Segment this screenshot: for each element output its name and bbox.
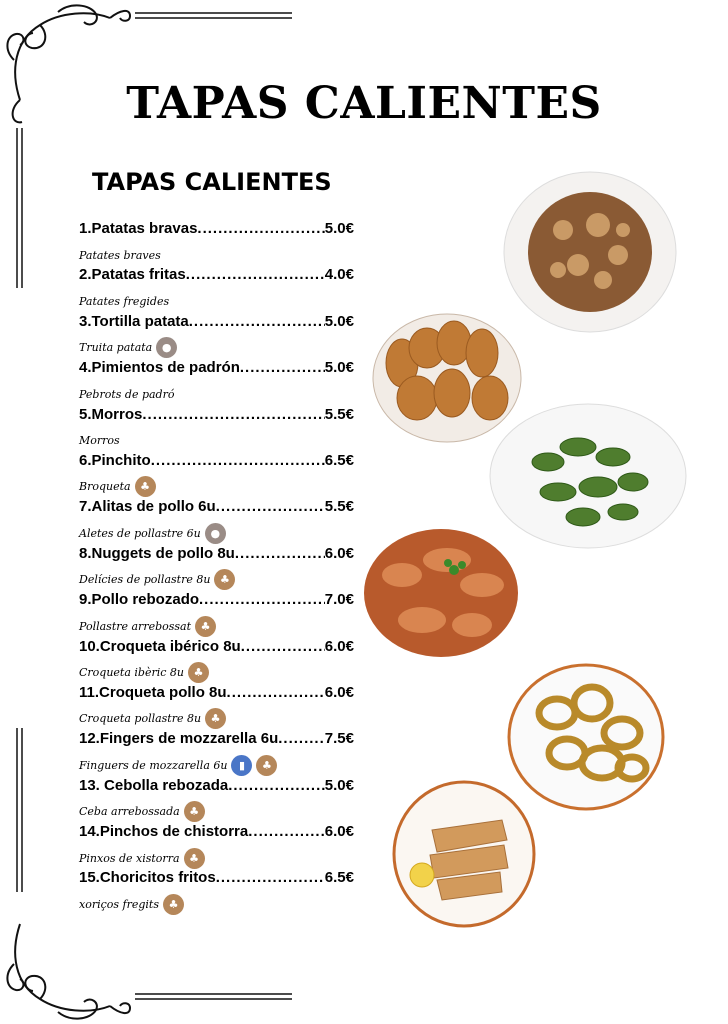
dot-leader — [189, 313, 325, 330]
dot-leader — [278, 730, 325, 747]
menu-item — [79, 869, 354, 915]
dish-name: 12.Fingers de mozzarella 6u — [79, 730, 279, 748]
dish-price: 5.5€ — [324, 498, 354, 516]
menu-item — [79, 684, 354, 730]
dish-price: 5.0€ — [324, 776, 354, 794]
dish-name: 13. Cebolla rebozada — [79, 776, 229, 794]
gluten-icon: ♣ — [195, 616, 216, 637]
dish-subtitle-row — [79, 754, 354, 776]
dish-subtitle: Broqueta — [79, 480, 131, 494]
dish-price: 4.0€ — [324, 266, 354, 284]
dot-leader — [197, 220, 324, 237]
dish-subtitle-row — [79, 847, 354, 869]
menu-item — [79, 730, 354, 776]
dish-price: 5.0€ — [324, 220, 354, 237]
menu-item-row — [79, 313, 354, 337]
dish-name: 11.Croqueta pollo 8u — [79, 683, 227, 701]
menu-item-row — [79, 591, 354, 615]
gluten-icon: ♣ — [256, 755, 277, 776]
dish-price: 6.0€ — [324, 683, 354, 701]
page-title: TAPAS CALIENTES — [126, 78, 602, 129]
menu-item — [79, 823, 354, 869]
dot-leader — [228, 777, 325, 794]
dish-name: 2.Patatas fritas — [79, 266, 186, 284]
egg-icon: ● — [205, 523, 226, 544]
dish-name: 15.Choricitos fritos — [79, 869, 216, 887]
section-title: TAPAS CALIENTES — [92, 168, 332, 196]
menu-item-row — [79, 452, 354, 476]
dish-subtitle-row — [79, 476, 354, 498]
menu-item — [79, 452, 354, 498]
milk-icon: ▮ — [231, 755, 252, 776]
dish-subtitle: Pollastre arrebossat — [79, 619, 192, 633]
dish-subtitle: Morros — [79, 434, 120, 448]
dish-subtitle-row — [79, 290, 354, 312]
menu-item-row — [79, 869, 354, 893]
dish-price: 6.5€ — [324, 869, 354, 887]
dot-leader — [199, 591, 325, 608]
menu-item — [79, 591, 354, 637]
dish-subtitle: xoriços fregits — [79, 897, 159, 911]
dot-leader — [186, 266, 325, 283]
dish-subtitle-row — [79, 337, 354, 359]
menu-item-row — [79, 220, 354, 244]
dish-name: 8.Nuggets de pollo 8u — [79, 544, 235, 562]
dish-subtitle-row — [79, 430, 354, 452]
dish-name: 4.Pimientos de padrón — [79, 359, 240, 377]
menu-item-row — [79, 498, 354, 522]
gluten-icon: ♣ — [205, 708, 226, 729]
dish-name: 5.Morros — [79, 405, 143, 423]
menu-item-row — [79, 684, 354, 708]
dish-subtitle: Croqueta ibèric 8u — [79, 666, 184, 680]
dish-subtitle: Patates fregides — [79, 294, 170, 308]
gluten-icon: ♣ — [135, 476, 156, 497]
dish-name: 10.Croqueta ibérico 8u — [79, 637, 241, 655]
dish-price: 7.5€ — [324, 730, 354, 748]
dish-subtitle: Pebrots de padró — [79, 387, 175, 401]
morros-photo — [503, 170, 678, 334]
dot-leader — [151, 452, 325, 469]
dish-name: 7.Alitas de pollo 6u — [79, 498, 216, 516]
dish-subtitle: Delícies de pollastre 8u — [79, 573, 211, 587]
dish-name: 9.Pollo rebozado — [79, 591, 200, 609]
pollo-photo — [362, 525, 520, 661]
dish-name: 1.Patatas bravas — [79, 220, 198, 237]
gluten-icon: ♣ — [184, 801, 205, 822]
gluten-icon: ♣ — [188, 662, 209, 683]
dot-leader — [227, 684, 325, 701]
egg-icon: ● — [156, 337, 177, 358]
menu-item — [79, 266, 354, 312]
dish-price: 6.5€ — [324, 451, 354, 469]
dish-subtitle-row — [79, 801, 354, 823]
menu-item — [79, 313, 354, 359]
menu-item — [79, 220, 354, 266]
dish-price: 6.0€ — [324, 823, 354, 841]
dish-subtitle-row — [79, 662, 354, 684]
dish-subtitle: Ceba arrebossada — [79, 805, 180, 819]
menu-list — [79, 220, 354, 916]
dish-subtitle-row — [79, 522, 354, 544]
dish-subtitle: Aletes de pollastre 6u — [79, 526, 201, 540]
dot-leader — [216, 498, 325, 515]
dot-leader — [248, 823, 325, 840]
dish-price: 7.0€ — [324, 591, 354, 609]
menu-item-row — [79, 777, 354, 801]
dish-subtitle: Truita patata — [79, 341, 153, 355]
menu-item-row — [79, 638, 354, 662]
menu-item-row — [79, 823, 354, 847]
dish-subtitle-row — [79, 569, 354, 591]
dish-name: 6.Pinchito — [79, 451, 151, 469]
menu-item — [79, 545, 354, 591]
gluten-icon: ♣ — [163, 894, 184, 915]
dish-price: 6.0€ — [324, 637, 354, 655]
menu-item — [79, 359, 354, 405]
menu-item-row — [79, 406, 354, 430]
dish-name: 14.Pinchos de chistorra — [79, 823, 249, 841]
dish-price: 5.5€ — [324, 405, 354, 423]
dot-leader — [241, 638, 325, 655]
menu-item-row — [79, 359, 354, 383]
dish-subtitle-row — [79, 615, 354, 637]
dish-name: 3.Tortilla patata — [79, 312, 189, 330]
menu-item — [79, 498, 354, 544]
pollo-rebozado-photo — [392, 780, 537, 928]
dish-subtitle-row — [79, 383, 354, 405]
dish-price: 5.0€ — [324, 359, 354, 377]
dish-price: 6.0€ — [324, 544, 354, 562]
dish-subtitle: Patates braves — [79, 248, 161, 262]
dot-leader — [142, 406, 324, 423]
menu-item — [79, 777, 354, 823]
menu-item — [79, 638, 354, 684]
dish-subtitle-row — [79, 244, 354, 266]
dish-price: 5.0€ — [324, 312, 354, 330]
menu-item-row — [79, 545, 354, 569]
menu-item-row — [79, 266, 354, 290]
dish-subtitle: Finguers de mozzarella 6u — [79, 758, 228, 772]
menu-item-row — [79, 730, 354, 754]
dish-subtitle: Pinxos de xistorra — [79, 851, 180, 865]
dot-leader — [240, 359, 325, 376]
dish-subtitle: Croqueta pollastre 8u — [79, 712, 202, 726]
dot-leader — [216, 869, 325, 886]
dish-subtitle-row — [79, 708, 354, 730]
dish-subtitle-row — [79, 893, 354, 915]
gluten-icon: ♣ — [184, 848, 205, 869]
gluten-icon: ♣ — [214, 569, 235, 590]
dot-leader — [235, 545, 325, 562]
menu-item — [79, 406, 354, 452]
